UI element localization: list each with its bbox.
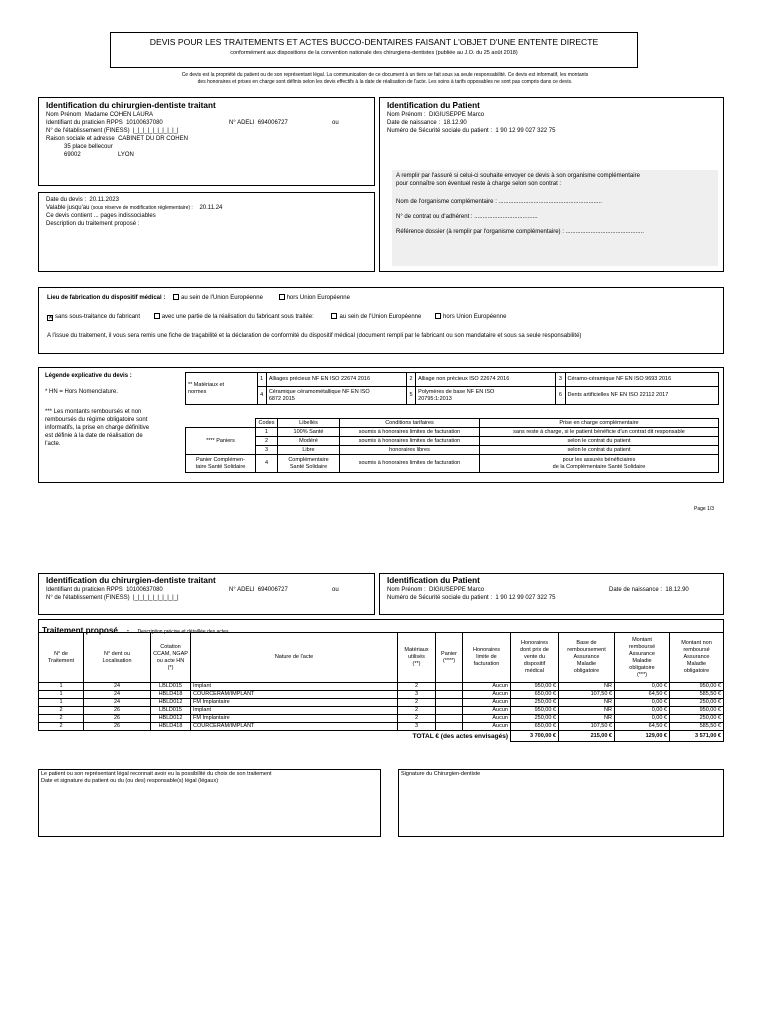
cell-mat: 3 bbox=[398, 723, 436, 731]
total-label: TOTAL € (des actes envisagés) bbox=[39, 731, 511, 742]
cell-mnr: 250,00 € bbox=[670, 699, 724, 707]
cell-base: 107,50 € bbox=[559, 691, 615, 699]
legend-box: Légende explicative du devis : * HN = Hors Nomenclature. *** Les montants remboursés et non remboursés du régime obligatoire sont informatifs, la prise en charge définitive est définie à la date de réalisation de l'acte. ** Matériaux et normes 1 Alliages précieux NF EN ISO 22674 2016 2 Alliage non précieux ISO 22674 2016 3 Céramo-céramique NF EN ISO 9693 2016 4 Céramique céramométallique NF EN ISO 6872 2015 5 Polymères de base NF EN ISO 20795:1:2013 6 Dents artificielles NF EN ISO 22112 2017 Codes Libellés Conditions tarifaires Prise en charge complémentaire **** Paniers 1 100% Santé soumis à honoraires limites de facturation sans reste à charge, si le patient bénéficie d'un contrat dit responsable 2 Modéré soumis à honoraires limites de facturation selon le contrat du patient 3 Libre honoraires libres selon le contrat du patient Panier Complémen- taire Santé Solidaire 4 Complémentaire Santé Solidaire soumis à honoraires limites de facturation pour les assurés bénéficiaires de la Complémentaire Santé Solidaire bbox=[38, 367, 724, 483]
disclaimer: Ce devis est la propriété du patient ou de son représentant légal. La communication de ce document à un tiers se fait sous sa seule responsabilité. Ce devis est informatif, les montants des honoraires et prises en charge sont définis selon les devis effectifs à la date de réalisation de l'acte. Les soins à tarifs opposables ne sont pas compris dans ce devis. bbox=[181, 72, 589, 85]
cell-hlf: Aucun bbox=[463, 691, 511, 699]
cell-base: NR bbox=[559, 699, 615, 707]
title-box bbox=[110, 32, 638, 68]
cell-num: 1 bbox=[39, 691, 84, 699]
table-row bbox=[39, 707, 724, 715]
cell-mr: 64,50 € bbox=[615, 691, 670, 699]
cell-mat: 2 bbox=[398, 707, 436, 715]
complementary-org-field[interactable]: Nom de l'organisme complémentaire : .............................................................. bbox=[396, 199, 602, 205]
cell-tooth: 24 bbox=[84, 699, 151, 707]
cell-code: LBLD015 bbox=[151, 707, 191, 715]
treatment-table: N° de Traitement N° dent ou Localisation Cotation CCAM, NGAP ou acte HN (*) Nature de l'acte Matériaux utilisés (**) Panier (****) Honoraires limite de facturation Honoraires dont prix de vente du dispositif médical Base de remboursement Assurance Maladie obligatoire Montant remboursé Assurance Maladie obligatoire (***) Montant non remboursé Assurance Maladie obligatoire 1 24 LBLD015 Implant 2 Aucun 950,00 € NR 0,00 € 950,00 € 1 24 HBLD418 COURCERAM/IMPLANT 3 Aucun 650,00 € 107,50 € 64,50 € 585,50 € 1 24 HBLD012 FM Implantaire 2 Aucun 250,00 € NR 0,00 € 250,00 € 2 26 LBLD015 Implant 2 Aucun 950,00 € NR 0,00 € 950,00 € 2 26 HBLD012 FM Implantaire 2 Aucun 250,00 € NR 0,00 € 250,00 € 2 26 HBLD418 COURCERAM/IMPLANT 3 Aucun 650,00 € 107,50 € 64,50 € 585,50 € TOTAL € (des actes envisagés) 3 700,00 € 215,00 € 129,00 € 3 571,00 € bbox=[38, 632, 724, 742]
devis-valid-until: 20.11.24 bbox=[199, 205, 223, 211]
patient-ssn: 1 90 12 99 027 322 75 bbox=[495, 128, 556, 134]
cell-base: 107,50 € bbox=[559, 723, 615, 731]
cell-mat: 2 bbox=[398, 715, 436, 723]
cell-code: LBLD015 bbox=[151, 683, 191, 691]
table-row bbox=[39, 715, 724, 723]
table-row bbox=[39, 723, 724, 731]
cell-code: HBLD418 bbox=[151, 691, 191, 699]
page-number: Page 1/3 bbox=[694, 506, 715, 512]
cell-hlf: Aucun bbox=[463, 707, 511, 715]
subcontract-checkbox[interactable] bbox=[154, 313, 160, 319]
cell-num: 1 bbox=[39, 683, 84, 691]
cell-tooth: 24 bbox=[84, 683, 151, 691]
cell-num: 1 bbox=[39, 699, 84, 707]
cell-hon: 650,00 € bbox=[511, 691, 559, 699]
total-base: 215,00 € bbox=[559, 731, 615, 742]
cell-num: 2 bbox=[39, 715, 84, 723]
table-row bbox=[39, 699, 724, 707]
cell-tooth: 26 bbox=[84, 723, 151, 731]
sub-non-eu-checkbox[interactable] bbox=[435, 313, 441, 319]
cell-mat: 2 bbox=[398, 699, 436, 707]
cell-tooth: 26 bbox=[84, 707, 151, 715]
table-row bbox=[39, 683, 724, 691]
cell-base: NR bbox=[559, 707, 615, 715]
devis-date: 20.11.2023 bbox=[89, 197, 119, 203]
cell-num: 2 bbox=[39, 723, 84, 731]
cell-code: HBLD418 bbox=[151, 723, 191, 731]
cell-mnr: 250,00 € bbox=[670, 715, 724, 723]
cell-mat: 2 bbox=[398, 683, 436, 691]
table-row bbox=[39, 691, 724, 699]
page-title: DEVIS POUR LES TRAITEMENTS ET ACTES BUCCO-DENTAIRES FAISANT L'OBJET D'UNE ENTENTE DIRECTE bbox=[149, 37, 599, 47]
cell-mnr: 950,00 € bbox=[670, 707, 724, 715]
cell-panier bbox=[436, 699, 463, 707]
cell-mnr: 950,00 € bbox=[670, 683, 724, 691]
treatment-box: Traitement proposé - Description précise et détaillée des actes N° de Traitement N° dent ou Localisation Cotation CCAM, NGAP ou acte HN (*) Nature de l'acte Matériaux utilisés (**) Panier (****) Honoraires limite de facturation Honoraires dont prix de vente du dispositif médical Base de remboursement Assurance Maladie obligatoire Montant remboursé Assurance Maladie obligatoire (***) Montant non remboursé Assurance Maladie obligatoire 1 24 LBLD015 Implant 2 Aucun 950,00 € NR 0,00 € 950,00 € 1 24 HBLD418 COURCERAM/IMPLANT 3 Aucun 650,00 € 107,50 € 64,50 € 585,50 € 1 24 HBLD012 FM Implantaire 2 Aucun 250,00 € NR 0,00 € 250,00 € 2 26 LBLD015 Implant 2 Aucun 950,00 € NR 0,00 € 950,00 € 2 26 HBLD012 FM Implantaire 2 Aucun 250,00 € NR 0,00 € 250,00 € 2 26 HBLD418 COURCERAM/IMPLANT 3 Aucun 650,00 € 107,50 € 64,50 € 585,50 € TOTAL € (des actes envisagés) 3 700,00 € 215,00 € 129,00 € 3 571,00 € bbox=[38, 619, 724, 753]
patient-dob: 18.12.90 bbox=[443, 120, 467, 126]
cell-panier bbox=[436, 715, 463, 723]
practitioner-cabinet: CABINET DU DR COHEN bbox=[118, 136, 188, 142]
p2-practitioner-box: Identification du chirurgien-dentiste traitant Identifiant du praticien RPPS 10100637080 N° ADELI 694006727 ou N° de l'établissement (FINESS) |_|_|_|_|_|_|_|_|_| bbox=[38, 573, 375, 615]
cell-nature: FM Implantaire bbox=[191, 699, 398, 707]
cell-mnr: 585,50 € bbox=[670, 723, 724, 731]
cell-hlf: Aucun bbox=[463, 715, 511, 723]
cell-base: NR bbox=[559, 683, 615, 691]
sub-eu-checkbox[interactable] bbox=[331, 313, 337, 319]
cell-nature: FM Implantaire bbox=[191, 715, 398, 723]
patient-name: DIGIUSEPPE Marco bbox=[429, 112, 485, 118]
patient-heading: Identification du Patient bbox=[387, 101, 480, 110]
patient-box: Identification du Patient Nom Prénom : DIGIUSEPPE Marco Date de naissance : 18.12.90 Numéro de Sécurité sociale du patient : 1 90 12 99 027 322 75 A remplir par l'assuré si celui-ci souhaite envoyer ce devis à son organisme complémentaire pour connaître son éventuel reste à charge selon son contrat : Nom de l'organisme complémentaire : .............................................................. N° de contrat ou d'adhérent : ...................................... Référence dossier (à remplir par l'organisme complémentaire) : ............................................... bbox=[379, 97, 724, 272]
practitioner-name: Madame COHEN LAURA bbox=[84, 112, 154, 118]
cell-code: HBLD012 bbox=[151, 699, 191, 707]
cell-hlf: Aucun bbox=[463, 699, 511, 707]
total-non-rembourse: 3 571,00 € bbox=[670, 731, 724, 742]
p2-patient-box: Identification du Patient Nom Prénom : DIGIUSEPPE Marco Date de naissance : 18.12.90 Numéro de Sécurité sociale du patient : 1 90 12 99 027 322 75 bbox=[379, 573, 724, 615]
practitioner-rpps: 10100637080 bbox=[126, 120, 163, 126]
cell-mnr: 585,50 € bbox=[670, 691, 724, 699]
total-rembourse: 129,00 € bbox=[615, 731, 670, 742]
cell-hon: 250,00 € bbox=[511, 699, 559, 707]
practitioner-heading: Identification du chirurgien-dentiste traitant bbox=[46, 101, 216, 110]
cell-hon: 650,00 € bbox=[511, 723, 559, 731]
devis-info-box: Date du devis : 20.11.2023 Valable jusqu'au (sous réserve de modification réglementaire) : 20.11.24 Ce devis contient ... pages indissociables Description du traitement proposé : bbox=[38, 192, 375, 272]
cell-hlf: Aucun bbox=[463, 683, 511, 691]
no-subcontract-checkbox[interactable]: ✕ bbox=[48, 315, 54, 321]
cell-nature: COURCERAM/IMPLANT bbox=[191, 723, 398, 731]
practitioner-box: Identification du chirurgien-dentiste traitant Nom Prénom Madame COHEN LAURA Identifiant du praticien RPPS 10100637080 N° ADELI 694006727 ou N° de l'établissement (FINESS) |_|_|_|_|_|_|_|_|_| Raison sociale et adresse CABINET DU DR COHEN 35 place bellecour 69002 LYON bbox=[38, 97, 375, 186]
practitioner-adeli: 694006727 bbox=[257, 120, 288, 126]
fab-eu-checkbox[interactable] bbox=[173, 294, 179, 300]
cell-hon: 950,00 € bbox=[511, 683, 559, 691]
cell-tooth: 26 bbox=[84, 715, 151, 723]
fabrication-box: Lieu de fabrication du dispositif médical : au sein de l'Union Européenne hors Union Européenne ✕ sans sous-traitance du fabricant avec une partie de la réalisation du fabricant sous traitée: au sein de l'Union Européenne hors Union Européenne A l'issue du traitement, il vous sera remis une fiche de traçabilité et la déclaration de conformité du dispositif médical (document rempli par le fabricant ou son mandataire et sous sa seule responsabilité) bbox=[38, 287, 724, 354]
cell-mr: 0,00 € bbox=[615, 707, 670, 715]
cell-panier bbox=[436, 683, 463, 691]
cell-panier bbox=[436, 723, 463, 731]
cell-nature: Implant bbox=[191, 707, 398, 715]
cell-nature: COURCERAM/IMPLANT bbox=[191, 691, 398, 699]
cell-num: 2 bbox=[39, 707, 84, 715]
cell-panier bbox=[436, 707, 463, 715]
cell-mat: 3 bbox=[398, 691, 436, 699]
dentist-signature-box[interactable]: Signature du Chirurgien-dentiste bbox=[398, 769, 724, 837]
cell-hlf: Aucun bbox=[463, 723, 511, 731]
cell-base: NR bbox=[559, 715, 615, 723]
cell-hon: 250,00 € bbox=[511, 715, 559, 723]
cell-mr: 64,50 € bbox=[615, 723, 670, 731]
complementary-ref-field[interactable]: Référence dossier (à remplir par l'organisme complémentaire) : ............................................... bbox=[396, 229, 644, 235]
cell-mr: 0,00 € bbox=[615, 715, 670, 723]
cell-mr: 0,00 € bbox=[615, 699, 670, 707]
page-subtitle: conformément aux dispositions de la convention nationale des chirurgiens-dentistes (publiée au J.O. du 25 août 2018) bbox=[230, 50, 518, 56]
complementary-section: A remplir par l'assuré si celui-ci souhaite envoyer ce devis à son organisme complémentaire pour connaître son éventuel reste à charge selon son contrat : Nom de l'organisme complémentaire : .............................................................. N° de contrat ou d'adhérent : ...................................... Référence dossier (à remplir par l'organisme complémentaire) : ............................................... bbox=[392, 170, 718, 266]
cell-panier bbox=[436, 691, 463, 699]
fab-non-eu-checkbox[interactable] bbox=[279, 294, 285, 300]
tracability-note: A l'issue du traitement, il vous sera remis une fiche de traçabilité et la déclaration de conformité du dispositif médical (document rempli par le fabricant ou son mandataire et sous sa seule responsabilité) bbox=[47, 333, 582, 339]
cell-code: HBLD012 bbox=[151, 715, 191, 723]
cell-nature: Implant bbox=[191, 683, 398, 691]
total-honoraires: 3 700,00 € bbox=[511, 731, 559, 742]
cell-tooth: 24 bbox=[84, 691, 151, 699]
materials-table: ** Matériaux et normes 1 Alliages précieux NF EN ISO 22674 2016 2 Alliage non précieux ISO 22674 2016 3 Céramo-céramique NF EN ISO 9693 2016 4 Céramique céramométallique NF EN ISO 6872 2015 5 Polymères de base NF EN ISO 20795:1:2013 6 Dents artificielles NF EN ISO 22112 2017 bbox=[185, 372, 719, 405]
cell-mr: 0,00 € bbox=[615, 683, 670, 691]
patient-consent-box[interactable]: Le patient ou son représentant légal reconnait avoir eu la possibilité du choix de son traitement Date et signature du patient ou du (ou des) responsable(s) légal (légaux) bbox=[38, 769, 381, 837]
cell-hon: 950,00 € bbox=[511, 707, 559, 715]
paniers-table: Codes Libellés Conditions tarifaires Prise en charge complémentaire **** Paniers 1 100% Santé soumis à honoraires limites de facturation sans reste à charge, si le patient bénéficie d'un contrat dit responsable 2 Modéré soumis à honoraires limites de facturation selon le contrat du patient 3 Libre honoraires libres selon le contrat du patient Panier Complémen- taire Santé Solidaire 4 Complémentaire Santé Solidaire soumis à honoraires limites de facturation pour les assurés bénéficiaires de la Complémentaire Santé Solidaire bbox=[185, 418, 719, 473]
complementary-contract-field[interactable]: N° de contrat ou d'adhérent : ...................................... bbox=[396, 214, 538, 220]
